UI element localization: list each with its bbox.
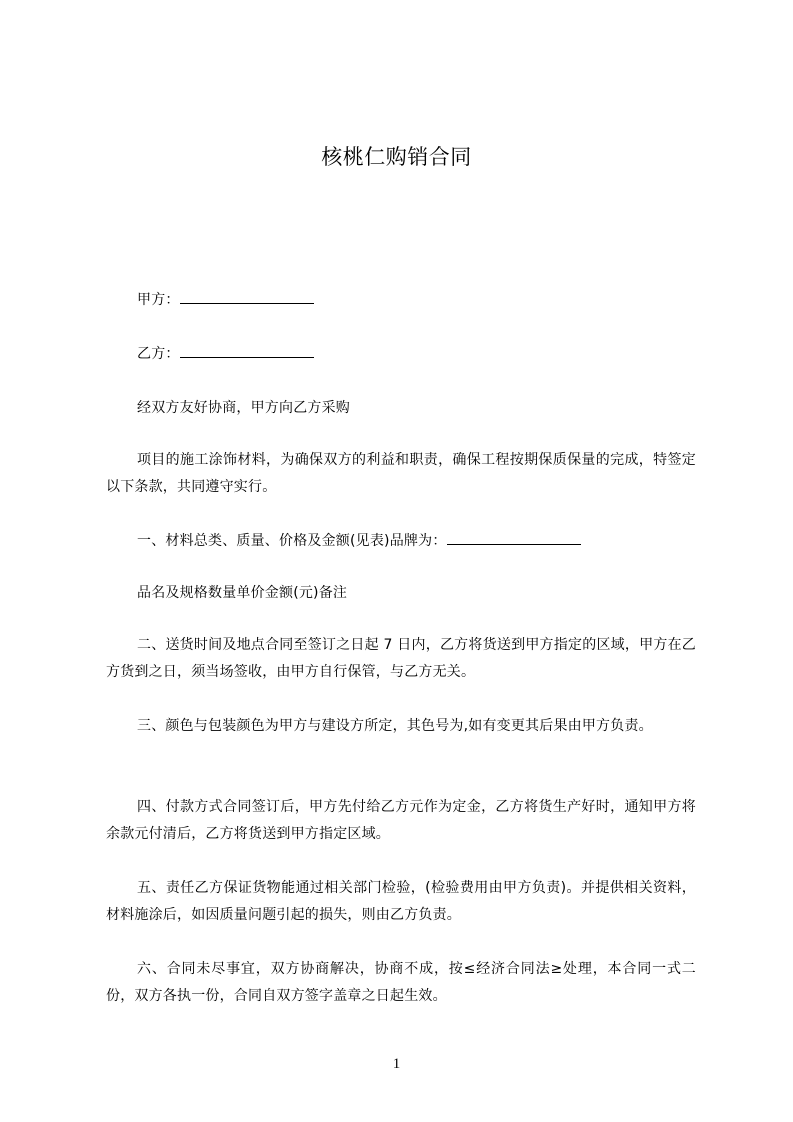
clause-3-paragraph: 三、颜色与包装颜色为甲方与建设方所定，其色号为,如有变更其后果由甲方负责。 xyxy=(137,718,653,734)
purpose-paragraph: 项目的施工涂饰材料，为确保双方的利益和职责，确保工程按期保质保量的完成，特签定以下条款，共同遵守实行。 xyxy=(106,452,696,495)
table-header-line: 品名及规格数量单价金额(元)备注 xyxy=(137,585,348,601)
party-a-line xyxy=(106,287,696,314)
party-b-blank xyxy=(180,341,314,358)
clause-4-paragraph: 四、付款方式合同签订后，甲方先付给乙方元作为定金，乙方将货生产好时，通知甲方将余款元付清后，乙方将货送到甲方指定区域。 xyxy=(106,799,696,842)
party-b-line xyxy=(106,341,696,368)
clause-5-paragraph: 五、责任乙方保证货物能通过相关部门检验，(检验费用由甲方负责)。并提供相关资料，材料施涂后，如因质量问题引起的损失，则由乙方负责。 xyxy=(106,880,696,923)
clause-1-text: 一、材料总类、质量、价格及金额(见表)品牌为： xyxy=(137,533,447,549)
clause-1-line xyxy=(106,528,696,555)
clause-2-paragraph: 二、送货时间及地点合同至签订之日起 7 日内，乙方将货送到甲方指定的区域，甲方在乙方货到之日，须当场签收，由甲方自行保管，与乙方无关。 xyxy=(106,637,696,680)
brand-blank xyxy=(447,528,581,545)
party-a-blank xyxy=(180,287,314,304)
intro-paragraph: 经双方友好协商，甲方向乙方采购 xyxy=(137,400,350,416)
party-a-label: 甲方： xyxy=(137,292,180,308)
clause-6-paragraph: 六、合同未尽事宜，双方协商解决，协商不成，按≤经济合同法≥处理，本合同一式二份，双方各执一份，合同自双方签字盖章之日起生效。 xyxy=(106,961,696,1004)
page-number: 1 xyxy=(392,1056,401,1072)
party-b-label: 乙方： xyxy=(137,346,180,362)
document-title: 核桃仁购销合同 xyxy=(321,145,472,169)
